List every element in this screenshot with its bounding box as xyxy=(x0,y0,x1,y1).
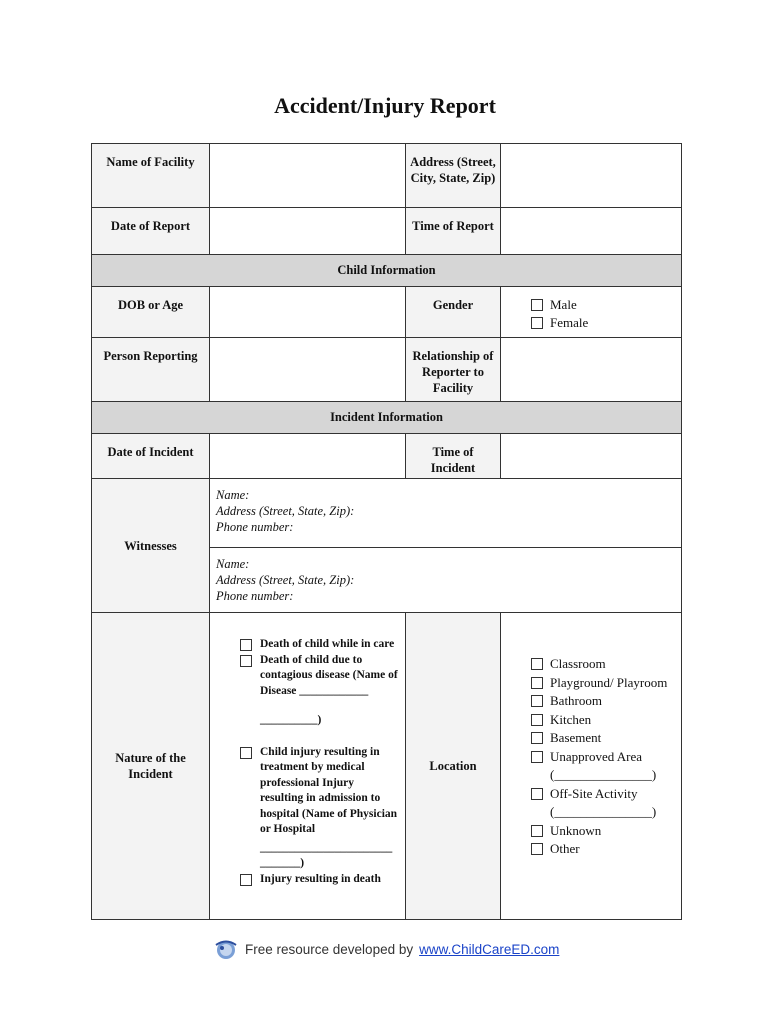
checkbox[interactable] xyxy=(531,714,543,726)
nature-option-injury-death[interactable]: Injury resulting in death xyxy=(240,872,399,888)
checkbox[interactable] xyxy=(531,825,543,837)
address-field[interactable] xyxy=(501,144,682,208)
time-of-incident-label: Time of Incident xyxy=(406,434,501,479)
footer xyxy=(213,938,559,960)
checkbox[interactable] xyxy=(531,751,543,763)
gender-label: Gender xyxy=(406,287,501,338)
nature-disease-line[interactable]: __________) xyxy=(260,714,322,726)
time-of-incident-field[interactable] xyxy=(501,434,682,479)
facility-name-field[interactable] xyxy=(210,144,406,208)
relationship-label: Relationship of Reporter to Facility xyxy=(406,338,501,402)
witness-phone-label: Phone number: xyxy=(216,589,294,603)
witness-address-label: Address (Street, State, Zip): xyxy=(216,573,355,587)
witness-1-field[interactable] xyxy=(210,479,682,548)
footer-text: Free resource developed by xyxy=(245,941,414,957)
person-reporting-field[interactable] xyxy=(210,338,406,402)
location-option-basement[interactable]: Basement xyxy=(531,729,675,748)
location-option-unknown[interactable]: Unknown xyxy=(531,822,675,841)
incident-information-header: Incident Information xyxy=(92,402,682,434)
witness-name-label: Name: xyxy=(216,488,250,502)
report-title: Accident/Injury Report xyxy=(274,93,496,118)
nature-label: Nature of the Incident xyxy=(92,613,210,920)
location-option-other[interactable]: Other xyxy=(531,840,675,859)
date-of-report-label: Date of Report xyxy=(92,208,210,255)
checkbox[interactable] xyxy=(531,843,543,855)
checkbox[interactable] xyxy=(240,655,252,667)
location-option-unapproved-area[interactable]: Unapproved Area (_______________) xyxy=(531,748,675,785)
dob-label: DOB or Age xyxy=(92,287,210,338)
address-label: Address (Street, City, State, Zip) xyxy=(406,144,501,208)
gender-options xyxy=(501,287,682,338)
witness-phone-label: Phone number: xyxy=(216,520,294,534)
witness-name-label: Name: xyxy=(216,557,250,571)
time-of-report-label: Time of Report xyxy=(406,208,501,255)
date-of-report-field[interactable] xyxy=(210,208,406,255)
location-option-classroom[interactable]: Classroom xyxy=(531,655,675,674)
nature-physician-line[interactable]: _______________________ _______) xyxy=(260,841,393,869)
gender-female-option[interactable]: Female xyxy=(531,314,681,332)
childcareed-logo-icon xyxy=(213,938,239,960)
checkbox[interactable] xyxy=(240,747,252,759)
checkbox[interactable] xyxy=(531,658,543,670)
location-options xyxy=(501,613,682,920)
checkbox[interactable] xyxy=(531,317,543,329)
witness-2-field[interactable] xyxy=(210,548,682,613)
location-label: Location xyxy=(406,613,501,920)
nature-option-medical-treatment[interactable]: Child injury resulting in treatment by medical professional Injury resulting in admission to hospital (Name of Physician or Hospital xyxy=(240,745,399,838)
checkbox[interactable] xyxy=(531,788,543,800)
nature-options xyxy=(210,613,406,920)
dob-field[interactable] xyxy=(210,287,406,338)
relationship-field[interactable] xyxy=(501,338,682,402)
location-option-off-site[interactable]: Off-Site Activity (_______________) xyxy=(531,785,675,822)
location-option-playground[interactable]: Playground/ Playroom xyxy=(531,674,675,693)
date-of-incident-label: Date of Incident xyxy=(92,434,210,479)
date-of-incident-field[interactable] xyxy=(210,434,406,479)
gender-male-option[interactable]: Male xyxy=(531,296,681,314)
checkbox[interactable] xyxy=(531,695,543,707)
nature-option-contagious-disease[interactable]: Death of child due to contagious disease (Name of Disease ____________ xyxy=(240,653,399,700)
nature-option-death-in-care[interactable]: Death of child while in care xyxy=(240,637,399,653)
witness-address-label: Address (Street, State, Zip): xyxy=(216,504,355,518)
witnesses-label: Witnesses xyxy=(92,479,210,613)
facility-name-label: Name of Facility xyxy=(92,144,210,208)
checkbox[interactable] xyxy=(531,677,543,689)
checkbox[interactable] xyxy=(531,732,543,744)
location-option-kitchen[interactable]: Kitchen xyxy=(531,711,675,730)
checkbox[interactable] xyxy=(240,874,252,886)
child-information-header: Child Information xyxy=(92,255,682,287)
time-of-report-field[interactable] xyxy=(501,208,682,255)
footer-link[interactable]: www.ChildCareED.com xyxy=(419,941,560,957)
checkbox[interactable] xyxy=(531,299,543,311)
report-form xyxy=(91,143,682,920)
person-reporting-label: Person Reporting xyxy=(92,338,210,402)
location-option-bathroom[interactable]: Bathroom xyxy=(531,692,675,711)
checkbox[interactable] xyxy=(240,639,252,651)
